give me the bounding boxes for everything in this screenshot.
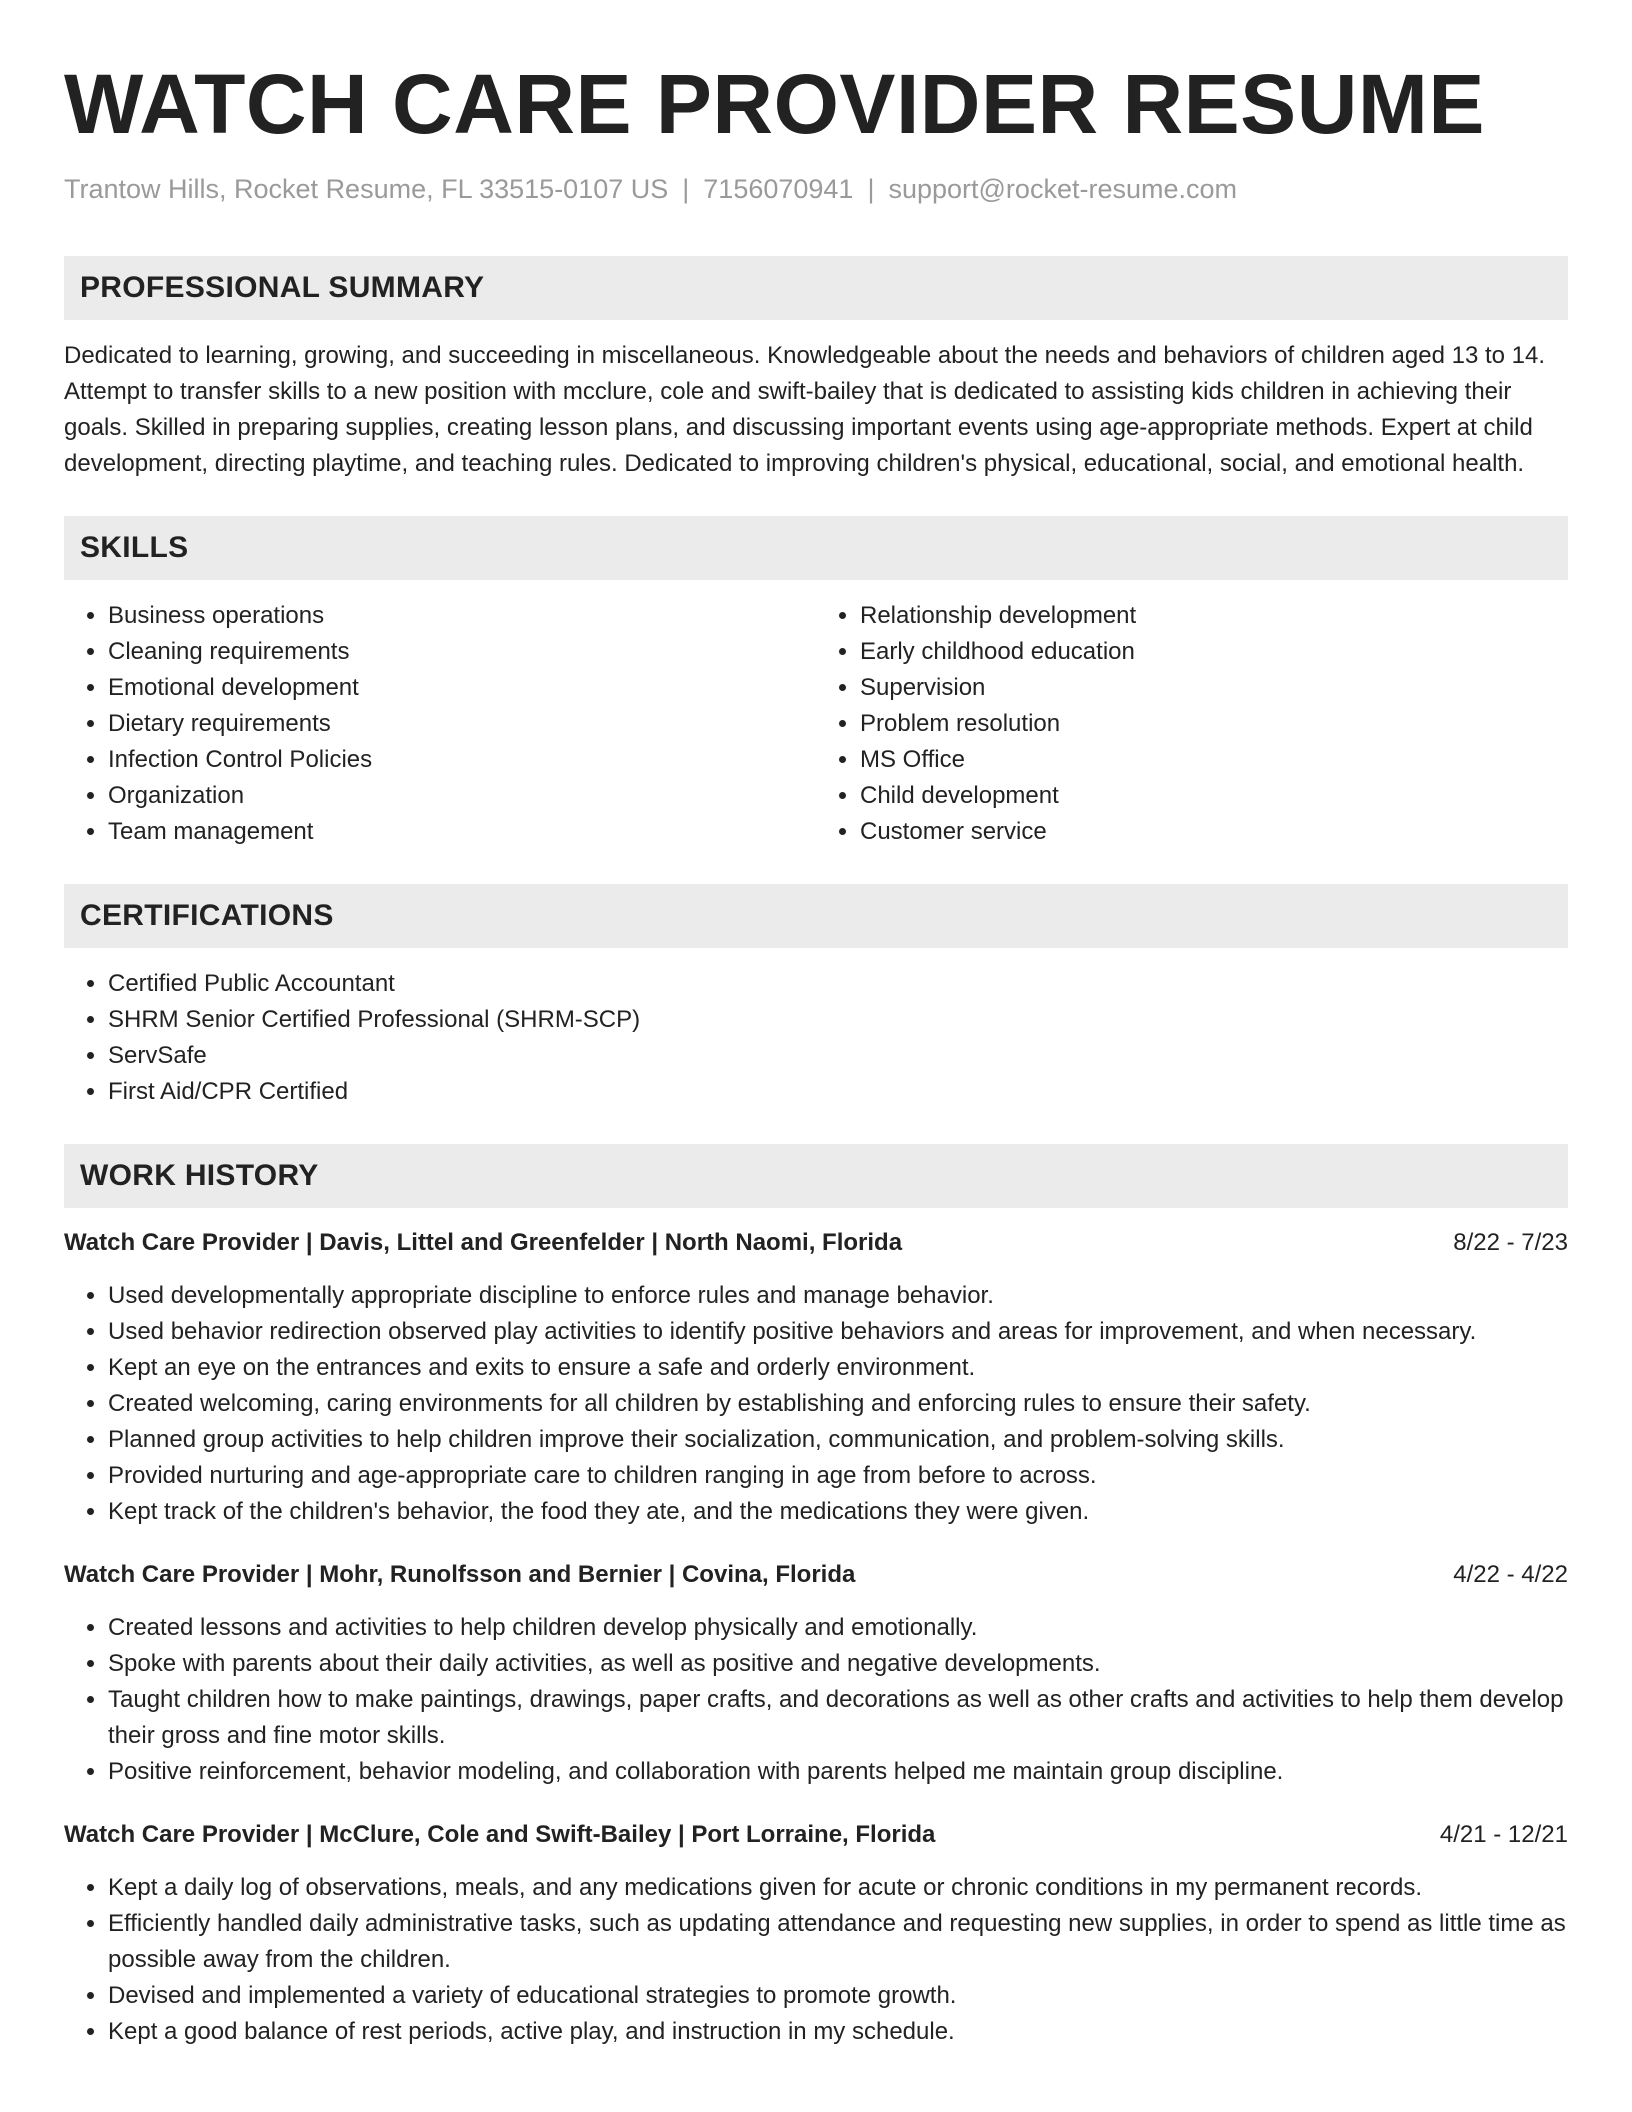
certification-item: • ServSafe — [108, 1038, 1568, 1074]
contact-address: Trantow Hills, Rocket Resume, FL 33515-0107 US — [64, 174, 669, 204]
job-bullet: • Planned group activities to help children improve their socialization, communication, and problem-solving skills. — [108, 1422, 1568, 1458]
certifications-list — [64, 966, 1568, 1110]
job-bullets — [64, 1610, 1568, 1790]
contact-email: support@rocket-resume.com — [888, 174, 1237, 204]
skill-item: • Supervision — [860, 670, 1568, 706]
job-header — [64, 1818, 1568, 1852]
job-bullet: • Used developmentally appropriate discipline to enforce rules and manage behavior. — [108, 1278, 1568, 1314]
job-header — [64, 1558, 1568, 1592]
job-bullet: • Used behavior redirection observed play activities to identify positive behaviors and areas for improvement, and when necessary. — [108, 1314, 1568, 1350]
job-bullet: • Kept a good balance of rest periods, active play, and instruction in my schedule. — [108, 2014, 1568, 2050]
skill-item: • Organization — [108, 778, 816, 814]
job-bullet: • Kept track of the children's behavior, the food they ate, and the medications they were given. — [108, 1494, 1568, 1530]
skill-item: • Cleaning requirements — [108, 634, 816, 670]
job-bullet: • Kept an eye on the entrances and exits to ensure a safe and orderly environment. — [108, 1350, 1568, 1386]
certification-item: • SHRM Senior Certified Professional (SHRM-SCP) — [108, 1002, 1568, 1038]
contact-phone: 7156070941 — [703, 174, 854, 204]
contact-separator: | — [867, 174, 875, 204]
skill-item: • Problem resolution — [860, 706, 1568, 742]
job-dates: 4/21 - 12/21 — [1439, 1821, 1568, 1848]
job-dates: 8/22 - 7/23 — [1453, 1229, 1568, 1256]
certifications-section-header: CERTIFICATIONS — [64, 884, 1568, 948]
job-bullet: • Kept a daily log of observations, meals, and any medications given for acute or chronic conditions in my permanent records. — [108, 1870, 1568, 1906]
job-bullet: • Created lessons and activities to help children develop physically and emotionally. — [108, 1610, 1568, 1646]
skills-list-left — [64, 598, 816, 850]
skills-section-header: SKILLS — [64, 516, 1568, 580]
skills-list-right — [816, 598, 1568, 850]
job-bullets — [64, 1870, 1568, 2050]
job-title: Watch Care Provider | Davis, Littel and Greenfelder | North Naomi, Florida — [64, 1229, 903, 1256]
job-bullet: • Positive reinforcement, behavior modeling, and collaboration with parents helped me maintain group discipline. — [108, 1754, 1568, 1790]
job-bullet: • Efficiently handled daily administrative tasks, such as updating attendance and requesting new supplies, in order to spend as little time as possible away from the children. — [108, 1906, 1568, 1978]
job-title: Watch Care Provider | Mohr, Runolfsson and Bernier | Covina, Florida — [64, 1561, 856, 1588]
work-history-section-header: WORK HISTORY — [64, 1144, 1568, 1208]
skill-item: • Early childhood education — [860, 634, 1568, 670]
job-dates: 4/22 - 4/22 — [1453, 1561, 1568, 1588]
job-bullet: • Spoke with parents about their daily activities, as well as positive and negative developments. — [108, 1646, 1568, 1682]
job-bullet: • Created welcoming, caring environments for all children by establishing and enforcing rules to ensure their safety. — [108, 1386, 1568, 1422]
skill-item: • Dietary requirements — [108, 706, 816, 742]
certification-item: • First Aid/CPR Certified — [108, 1074, 1568, 1110]
resume-title: WATCH CARE PROVIDER RESUME — [64, 57, 1485, 151]
job-bullet: • Devised and implemented a variety of educational strategies to promote growth. — [108, 1978, 1568, 2014]
job-bullet: • Taught children how to make paintings, drawings, paper crafts, and decorations as well as other crafts and activities to help them develop their gross and fine motor skills. — [108, 1682, 1568, 1754]
job-bullets — [64, 1278, 1568, 1530]
skills-grid — [64, 598, 1568, 850]
skill-item: • Team management — [108, 814, 816, 850]
skill-item: • Relationship development — [860, 598, 1568, 634]
job-bullet: • Provided nurturing and age-appropriate care to children ranging in age from before to across. — [108, 1458, 1568, 1494]
skill-item: • Business operations — [108, 598, 816, 634]
summary-text: Dedicated to learning, growing, and succeeding in miscellaneous. Knowledgeable about the needs and behaviors of children aged 13 to 14. Attempt to transfer skills to a new position with mcclure, cole and swift-bailey that is dedicated to assisting kids children in achieving their goals. Skilled in preparing supplies, creating lesson plans, and discussing important events using age-appropriate methods. Expert at child development, directing playtime, and teaching rules. Dedicated to improving children's physical, educational, social, and emotional health. — [64, 342, 1546, 477]
job-title: Watch Care Provider | McClure, Cole and Swift-Bailey | Port Lorraine, Florida — [64, 1821, 936, 1848]
skill-item: • Emotional development — [108, 670, 816, 706]
skill-item: • Infection Control Policies — [108, 742, 816, 778]
contact-separator: | — [682, 174, 690, 204]
skill-item: • Child development — [860, 778, 1568, 814]
job-header — [64, 1226, 1568, 1260]
certification-item: • Certified Public Accountant — [108, 966, 1568, 1002]
contact-line — [64, 172, 1568, 206]
skill-item: • MS Office — [860, 742, 1568, 778]
skill-item: • Customer service — [860, 814, 1568, 850]
summary-section-header: PROFESSIONAL SUMMARY — [64, 256, 1568, 320]
